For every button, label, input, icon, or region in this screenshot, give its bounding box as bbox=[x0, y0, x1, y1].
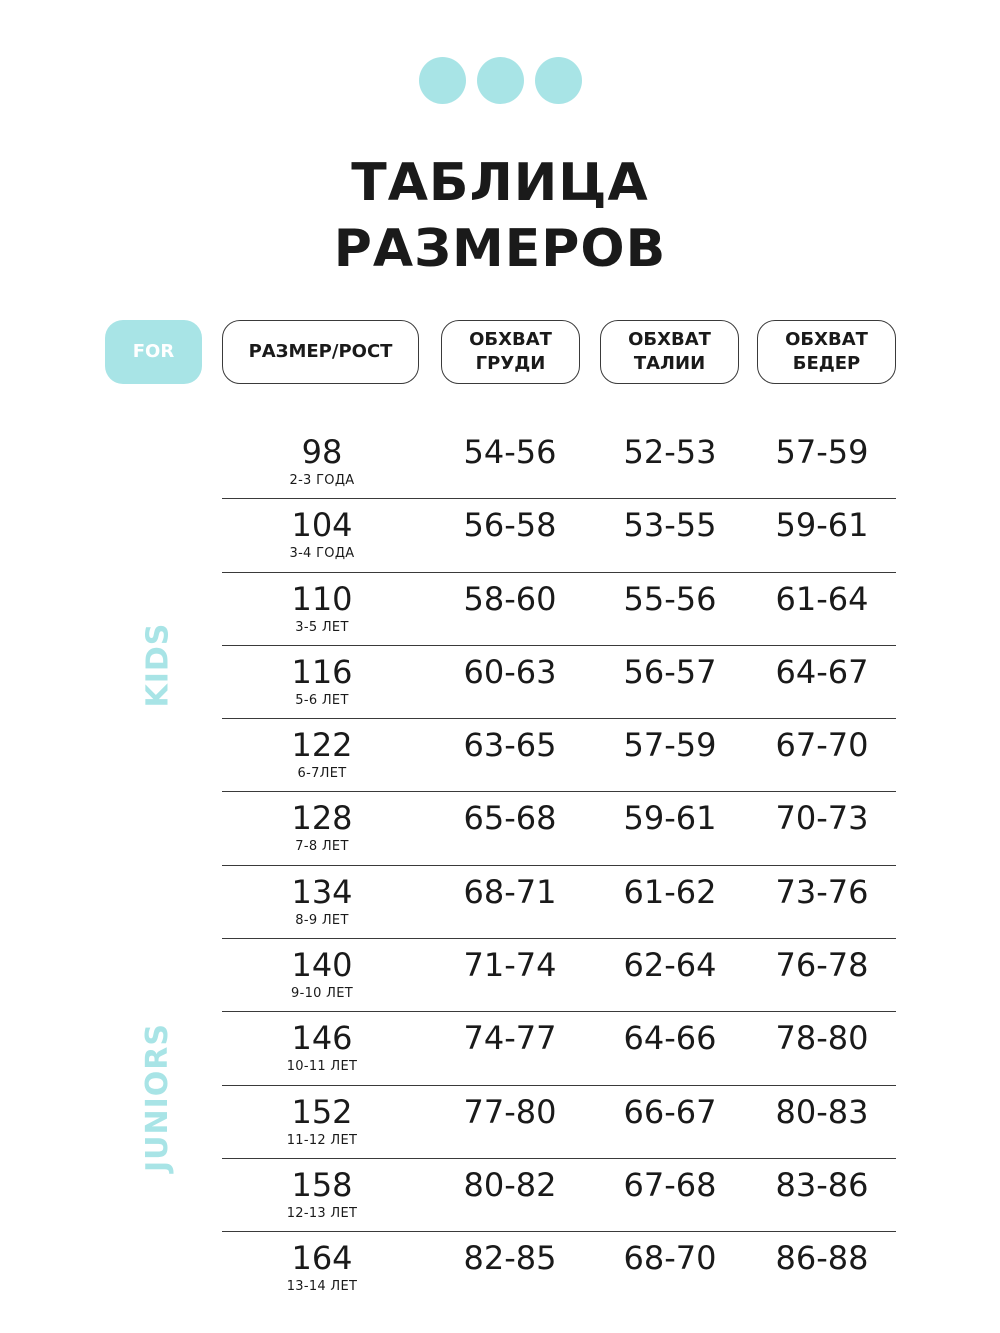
table-row bbox=[222, 1086, 896, 1159]
age-value: 3-5 ЛЕТ bbox=[295, 619, 349, 635]
table-row bbox=[222, 499, 896, 572]
table-row bbox=[222, 1232, 896, 1305]
age-value: 11-12 ЛЕТ bbox=[286, 1132, 358, 1148]
size-value: 116 bbox=[291, 652, 353, 691]
chest-value: 80-82 bbox=[463, 1165, 557, 1204]
age-value: 5-6 ЛЕТ bbox=[295, 692, 349, 708]
chest-value: 65-68 bbox=[463, 799, 557, 838]
table-row bbox=[222, 792, 896, 865]
age-value: 12-13 ЛЕТ bbox=[286, 1205, 358, 1221]
waist-value: 55-56 bbox=[623, 579, 717, 618]
page-title bbox=[0, 150, 1000, 282]
table-row bbox=[222, 866, 896, 939]
hips-value: 64-67 bbox=[775, 652, 869, 691]
waist-value: 66-67 bbox=[623, 1092, 717, 1131]
dot-icon bbox=[477, 57, 524, 104]
chest-value: 54-56 bbox=[463, 433, 557, 471]
size-value: 128 bbox=[291, 799, 353, 838]
size-cell bbox=[222, 1092, 422, 1149]
hips-value: 78-80 bbox=[775, 1019, 869, 1058]
chest-value: 58-60 bbox=[463, 579, 557, 618]
size-table bbox=[222, 426, 896, 1306]
table-row bbox=[222, 426, 896, 499]
age-value: 3-4 ГОДА bbox=[289, 546, 355, 562]
size-value: 98 bbox=[301, 433, 343, 471]
hips-value: 61-64 bbox=[775, 579, 869, 618]
table-row bbox=[222, 573, 896, 646]
waist-value: 59-61 bbox=[623, 799, 717, 838]
waist-value: 67-68 bbox=[623, 1165, 717, 1204]
chest-value: 56-58 bbox=[463, 506, 557, 545]
hips-value: 80-83 bbox=[775, 1092, 869, 1131]
size-cell bbox=[222, 945, 422, 1002]
size-cell bbox=[222, 579, 422, 636]
size-cell bbox=[222, 798, 422, 855]
size-value: 122 bbox=[291, 726, 353, 765]
group-label-juniors: JUNIORS bbox=[140, 1023, 175, 1173]
chest-value: 82-85 bbox=[463, 1239, 557, 1278]
hips-value: 59-61 bbox=[775, 506, 869, 545]
waist-value: 57-59 bbox=[623, 726, 717, 765]
size-cell bbox=[222, 505, 422, 562]
size-cell bbox=[222, 872, 422, 929]
size-cell bbox=[222, 725, 422, 782]
waist-value: 52-53 bbox=[623, 433, 717, 471]
hips-value: 83-86 bbox=[775, 1165, 869, 1204]
size-value: 146 bbox=[291, 1019, 353, 1058]
waist-value: 68-70 bbox=[623, 1239, 717, 1278]
age-value: 13-14 ЛЕТ bbox=[286, 1279, 358, 1295]
decorative-dots bbox=[419, 57, 582, 104]
hips-value: 57-59 bbox=[775, 433, 869, 471]
age-value: 9-10 ЛЕТ bbox=[291, 986, 353, 1002]
hips-value: 70-73 bbox=[775, 799, 869, 838]
waist-value: 64-66 bbox=[623, 1019, 717, 1058]
size-cell bbox=[222, 652, 422, 709]
age-value: 8-9 ЛЕТ bbox=[295, 912, 349, 928]
chest-value: 60-63 bbox=[463, 652, 557, 691]
size-value: 104 bbox=[291, 506, 353, 545]
size-cell bbox=[222, 1238, 422, 1295]
chest-value: 74-77 bbox=[463, 1019, 557, 1058]
hips-value: 73-76 bbox=[775, 872, 869, 911]
column-header-hips: ОБХВАТ БЕДЕР bbox=[757, 320, 896, 384]
waist-value: 61-62 bbox=[623, 872, 717, 911]
chest-value: 68-71 bbox=[463, 872, 557, 911]
title-line-2: РАЗМЕРОВ bbox=[333, 219, 667, 279]
table-row bbox=[222, 1159, 896, 1232]
hips-value: 86-88 bbox=[775, 1239, 869, 1278]
size-cell bbox=[222, 1165, 422, 1222]
hips-value: 67-70 bbox=[775, 726, 869, 765]
age-value: 10-11 ЛЕТ bbox=[286, 1059, 358, 1075]
age-value: 6-7ЛЕТ bbox=[297, 766, 347, 782]
chest-value: 63-65 bbox=[463, 726, 557, 765]
title-line-1: ТАБЛИЦА bbox=[351, 153, 649, 213]
column-header-for: FOR bbox=[105, 320, 202, 384]
size-value: 164 bbox=[291, 1239, 353, 1278]
age-value: 2-3 ГОДА bbox=[289, 473, 355, 488]
age-value: 7-8 ЛЕТ bbox=[295, 839, 349, 855]
hips-value: 76-78 bbox=[775, 946, 869, 985]
size-value: 134 bbox=[291, 872, 353, 911]
size-cell bbox=[222, 1018, 422, 1075]
chest-value: 71-74 bbox=[463, 946, 557, 985]
waist-value: 62-64 bbox=[623, 946, 717, 985]
table-row bbox=[222, 1012, 896, 1085]
waist-value: 56-57 bbox=[623, 652, 717, 691]
size-value: 140 bbox=[291, 946, 353, 985]
dot-icon bbox=[535, 57, 582, 104]
size-value: 110 bbox=[291, 579, 353, 618]
size-value: 158 bbox=[291, 1165, 353, 1204]
column-header-chest: ОБХВАТ ГРУДИ bbox=[441, 320, 580, 384]
group-label-kids: KIDS bbox=[140, 622, 176, 708]
chest-value: 77-80 bbox=[463, 1092, 557, 1131]
size-cell bbox=[222, 432, 422, 489]
size-value: 152 bbox=[291, 1092, 353, 1131]
waist-value: 53-55 bbox=[623, 506, 717, 545]
dot-icon bbox=[419, 57, 466, 104]
table-row bbox=[222, 646, 896, 719]
table-row bbox=[222, 939, 896, 1012]
column-header-size: РАЗМЕР/РОСТ bbox=[222, 320, 419, 384]
table-row bbox=[222, 719, 896, 792]
column-header-waist: ОБХВАТ ТАЛИИ bbox=[600, 320, 739, 384]
